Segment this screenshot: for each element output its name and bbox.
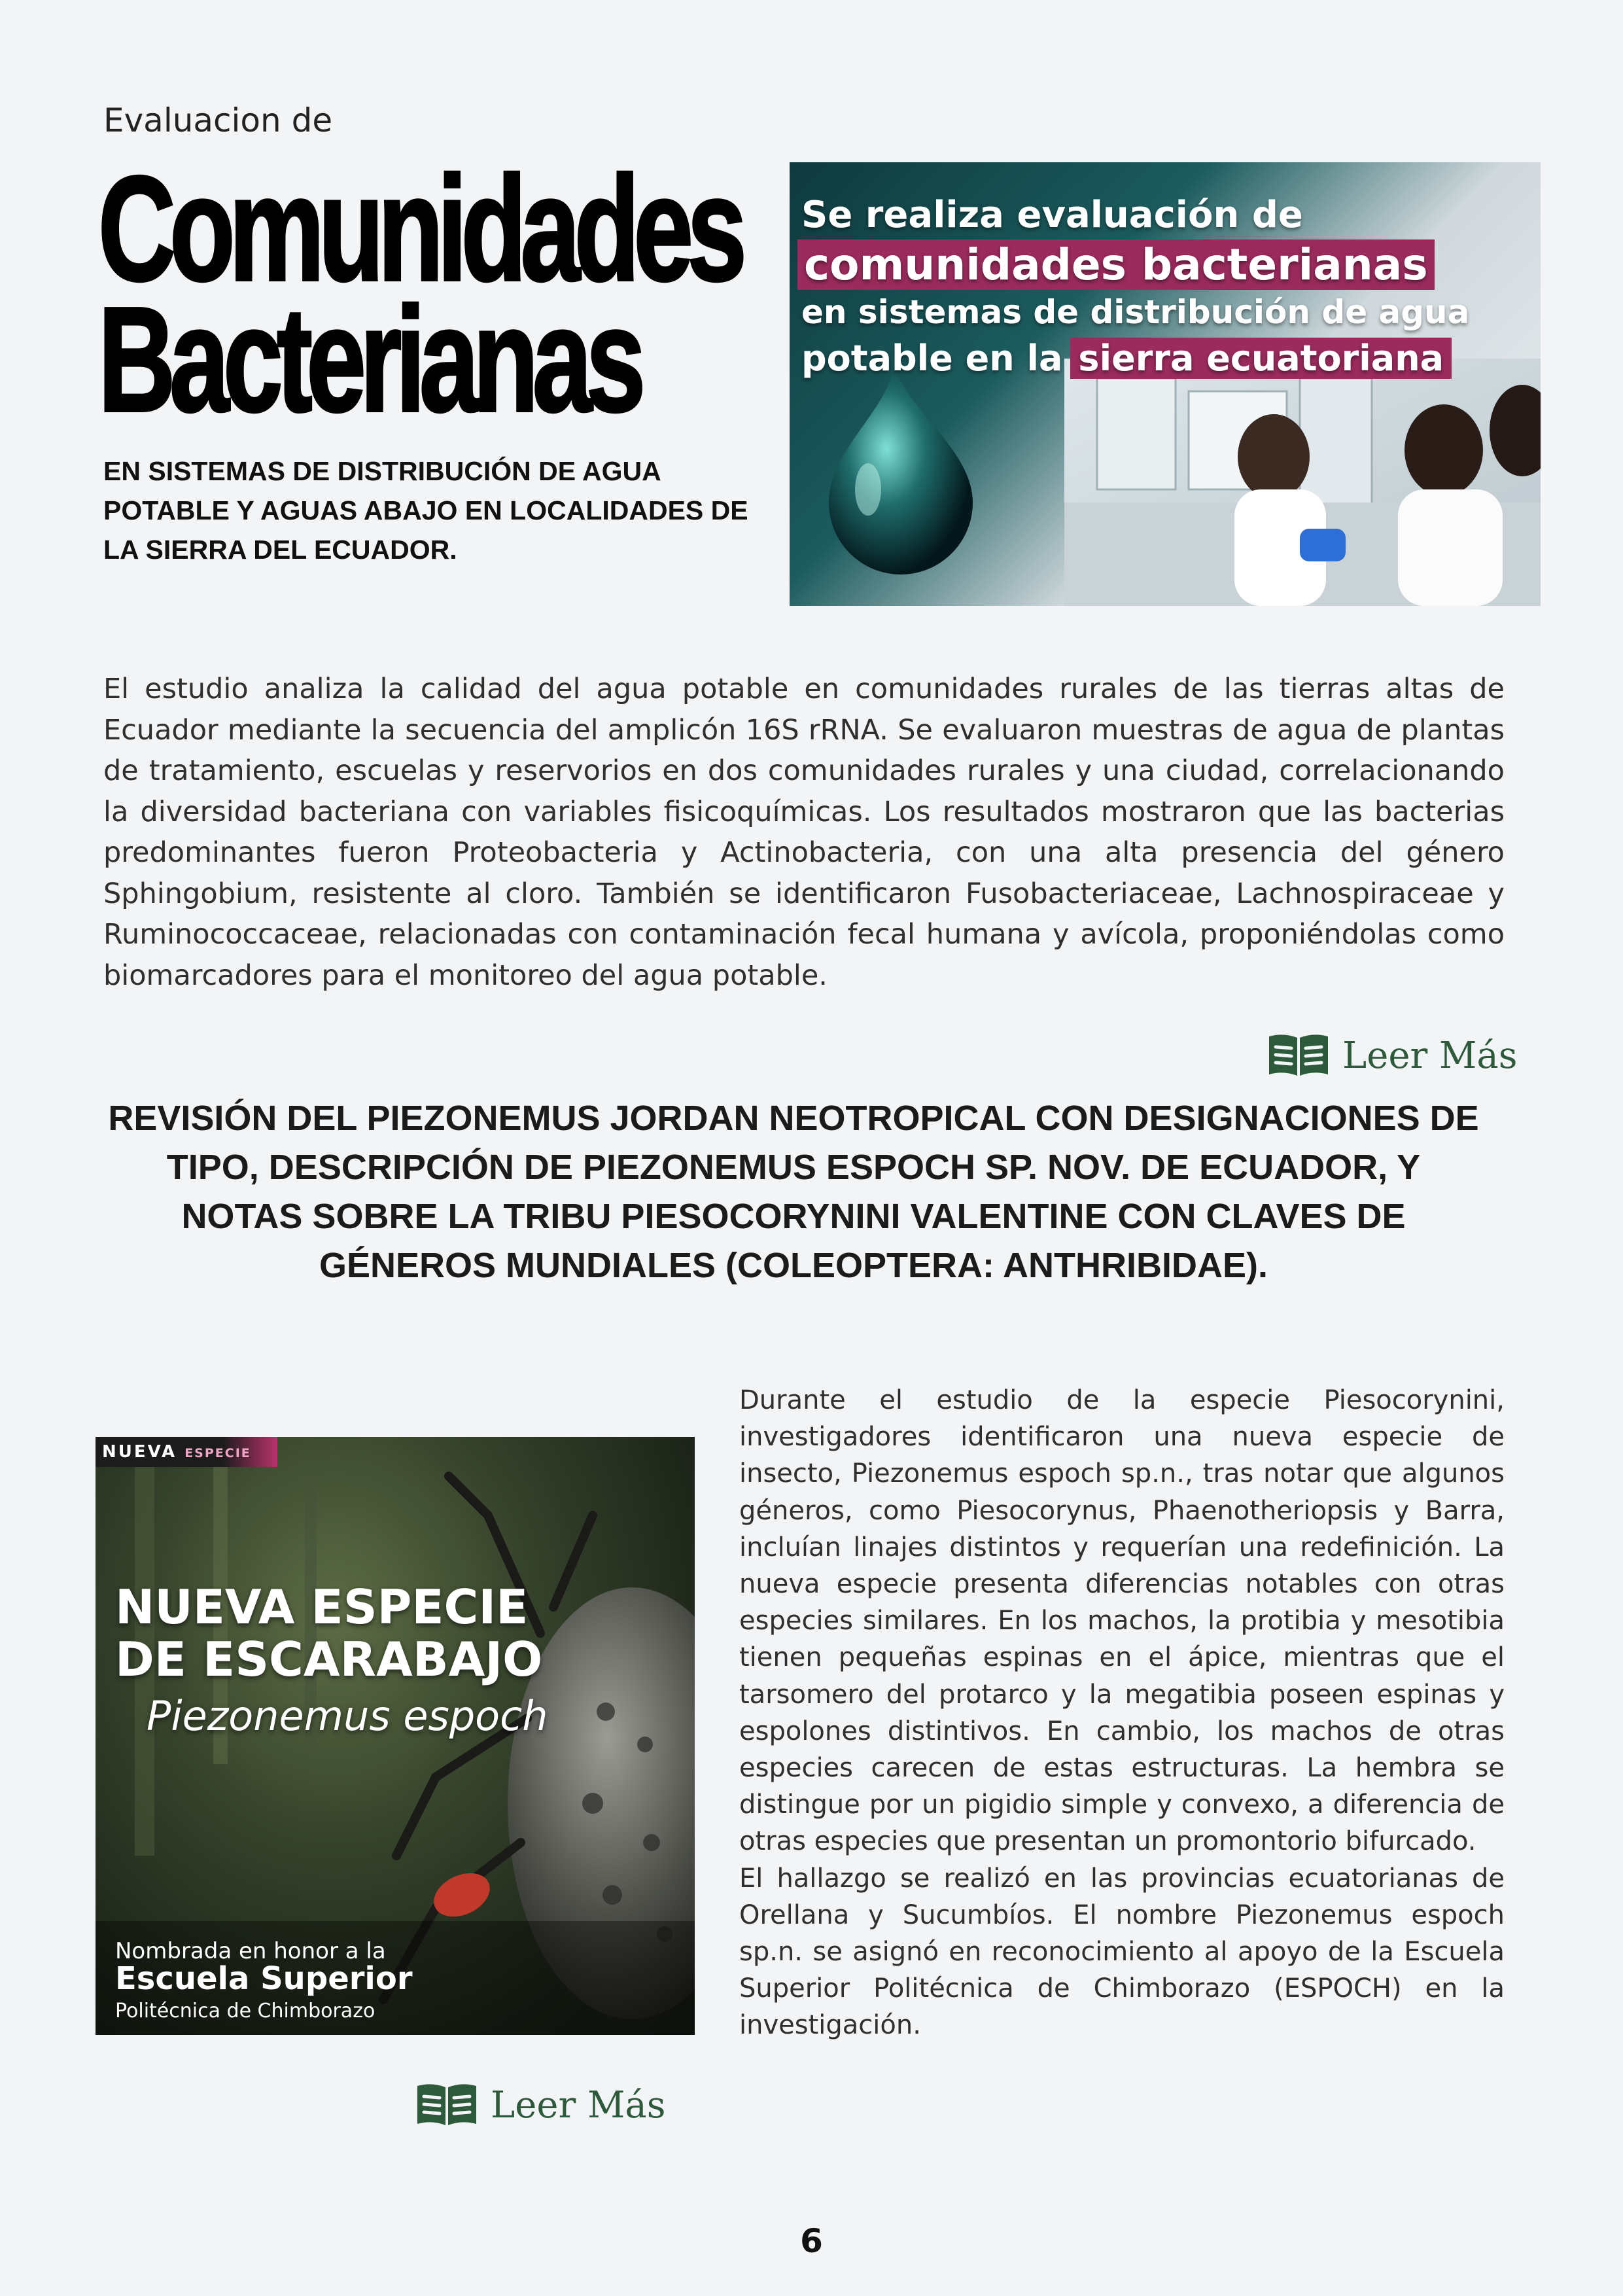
banner-line-4-highlight: sierra ecuatoriana <box>1070 338 1452 379</box>
page-number: 6 <box>800 2222 823 2260</box>
beetle-headline <box>115 1581 542 1686</box>
book-open-icon <box>1266 1033 1331 1078</box>
banner-line-4-text: potable en la <box>801 338 1063 379</box>
article-2-body <box>739 1382 1505 2044</box>
banner-line-3: en sistemas de distribución de agua <box>801 293 1470 331</box>
read-more-label: Leer Más <box>1342 1034 1518 1077</box>
article-2-paragraph-1: Durante el estudio de la especie Piesocorynini, investigadores identificaron una nueva especie de insecto, Piezonemus espoch sp.n., tras notar que algunos géneros, como Piesocorynus, Phaenotheriopsis y Barra, incluían linajes distintos y requerían una redefinición. La nueva especie presenta diferencias notables con otras especies similares. En los machos, la protibia y mesotibia tienen pequeñas espinas en el ápice, mientras que el tarsomero del protarco y la megatibia poseen espinas y espolones distintivos. En cambio, los machos de otras especies carecen de estas estructuras. La hembra se distingue por un pigidio simple y convexo, a diferencia de otras especies que presentan un promontorio bifurcado. <box>739 1385 1505 1857</box>
beetle-footer-line-3: Politécnica de Chimborazo <box>115 2000 375 2022</box>
beetle-footer-line-1: Nombrada en honor a la <box>115 1938 386 1964</box>
lab-banner-image <box>790 162 1541 606</box>
page-title <box>98 146 741 443</box>
beetle-news-image <box>96 1437 695 2035</box>
read-more-link-article-1[interactable] <box>1266 1033 1518 1078</box>
beetle-headline-line-2: DE ESCARABAJO <box>115 1632 543 1687</box>
banner-line-2: comunidades bacterianas <box>797 239 1435 290</box>
beetle-headline-line-1: NUEVA ESPECIE <box>115 1580 529 1634</box>
article-2-heading: REVISIÓN DEL PIEZONEMUS JORDAN NEOTROPICAL CON DESIGNACIONES DE TIPO, DESCRIPCIÓN DE PIEZONEMUS ESPOCH SP. NOV. DE ECUADOR, Y NOTAS SOBRE LA TRIBU PIESOCORYNINI VALENTINE CON CLAVES DE GÉNEROS MUNDIALES (COLEOPTERA: ANTHRIBIDAE). <box>108 1099 1479 1285</box>
beetle-footer-line-2: Escuela Superior <box>115 1960 413 1997</box>
new-species-tag-small: ESPECIE <box>184 1446 251 1460</box>
article-1-body: El estudio analiza la calidad del agua potable en comunidades rurales de las tierras altas de Ecuador mediante la secuencia del amplicón 16S rRNA. Se evaluaron muestras de agua de plantas de tratamiento, escuelas y reservorios en dos comunidades rurales y una ciudad, correlacionando la diversidad bacteriana con variables fisicoquímicas. Los resultados mostraron que las bacterias predominantes fueron Proteobacteria y Actinobacteria, con una alta presencia del género Sphingobium, resistente al cloro. También se identificaron Fusobacteriaceae, Lachnospiraceae y Ruminococcaceae, relacionadas con contaminación fecal humana y avícola, proponiéndolas como biomarcadores para el monitoreo del agua potable. <box>103 673 1505 992</box>
new-species-tag <box>96 1437 277 1467</box>
book-open-icon <box>415 2082 479 2128</box>
kicker-text: Evaluacion de <box>103 101 333 139</box>
banner-line-1: Se realiza evaluación de <box>801 194 1303 236</box>
article-2-paragraph-2: El hallazgo se realizó en las provincias ecuatorianas de Orellana y Sucumbíos. El nombre Piezonemus espoch sp.n. se asignó en reconocimiento al apoyo de la Escuela Superior Politécnica de Chimborazo (ESPOCH) en la investigación. <box>739 1863 1505 2041</box>
banner-line-4 <box>801 338 1452 379</box>
beetle-scientific-name: Piezonemus espoch <box>147 1692 548 1740</box>
read-more-link-article-2[interactable] <box>415 2082 666 2128</box>
read-more-label: Leer Más <box>491 2083 666 2127</box>
title-line-2: Bacterianas <box>98 277 640 443</box>
page-subtitle: EN SISTEMAS DE DISTRIBUCIÓN DE AGUA POTABLE Y AGUAS ABAJO EN LOCALIDADES DE LA SIERRA DEL ECUADOR. <box>103 456 748 565</box>
title-line-1: Comunidades <box>98 146 741 312</box>
new-species-tag-main: NUEVA <box>102 1442 177 1462</box>
